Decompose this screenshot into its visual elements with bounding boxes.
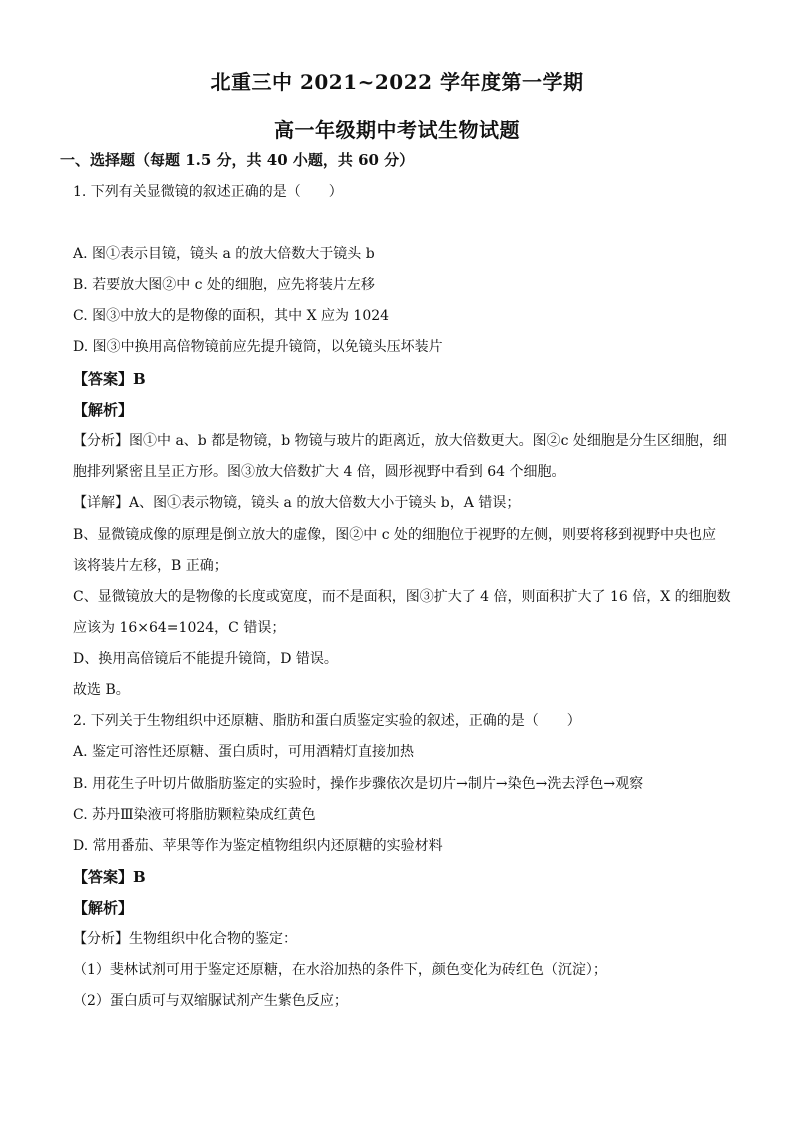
q2-analysis-line: （1）斐林试剂可用于鉴定还原糖，在水浴加热的条件下，颜色变化为砖红色（沉淀）； <box>73 962 607 978</box>
q2-option-b: B. 用花生子叶切片做脂肪鉴定的实验时，操作步骤依次是切片→制片→染色→洗去浮色→观察 <box>73 776 644 792</box>
q2-option-c: C. 苏丹Ⅲ染液可将脂肪颗粒染成红黄色 <box>73 807 316 823</box>
q1-analysis-line: C、显微镜放大的是物像的长度或宽度，而不是面积，图③扩大了 4 倍，则面积扩大了 16 倍，X 的细胞数 <box>73 589 731 605</box>
q1-analysis-line: 该将装片左移，B 正确； <box>73 558 228 574</box>
q1-answer: 【答案】B <box>73 370 146 388</box>
q2-analysis-line: （2）蛋白质可与双缩脲试剂产生紫色反应； <box>73 993 348 1009</box>
document-title-line1: 北重三中 2021~2022 学年度第一学期 <box>210 70 584 94</box>
q1-analysis-line: D、换用高倍镜后不能提升镜筒，D 错误。 <box>73 651 338 667</box>
q2-answer: 【答案】B <box>73 868 146 886</box>
q1-analysis-line: 【详解】A、图①表示物镜，镜头 a 的放大倍数大小于镜头 b，A 错误； <box>73 495 521 511</box>
section-heading: 一、选择题（每题 1.5 分，共 40 小题，共 60 分） <box>60 151 415 169</box>
q1-option-d: D. 图③中换用高倍物镜前应先提升镜筒，以免镜头压坏装片 <box>73 339 443 355</box>
q1-analysis-label: 【解析】 <box>73 401 134 419</box>
q2-stem: 2. 下列关于生物组织中还原糖、脂肪和蛋白质鉴定实验的叙述，正确的是（ ） <box>73 713 581 729</box>
q1-option-b: B. 若要放大图②中 c 处的细胞，应先将装片左移 <box>73 277 375 293</box>
q2-analysis-label: 【解析】 <box>73 899 134 917</box>
q1-option-c: C. 图③中放大的是物像的面积，其中 X 应为 1024 <box>73 308 390 324</box>
q1-analysis-line: 胞排列紧密且呈正方形。图③放大倍数扩大 4 倍，圆形视野中看到 64 个细胞。 <box>73 464 566 480</box>
q1-analysis-line: B、显微镜成像的原理是倒立放大的虚像，图②中 c 处的细胞位于视野的左侧，则要将移到视野中央也应 <box>73 527 717 543</box>
q2-option-d: D. 常用番茄、苹果等作为鉴定植物组织内还原糖的实验材料 <box>73 838 443 854</box>
q1-option-a: A. 图①表示目镜，镜头 a 的放大倍数大于镜头 b <box>73 246 375 262</box>
q1-stem: 1. 下列有关显微镜的叙述正确的是（ ） <box>73 184 343 200</box>
q2-analysis-line: 【分析】生物组织中化合物的鉴定： <box>73 931 297 947</box>
document-title-line2: 高一年级期中考试生物试题 <box>274 118 520 142</box>
q1-analysis-line: 应该为 16×64=1024，C 错误； <box>73 620 286 636</box>
q2-option-a: A. 鉴定可溶性还原糖、蛋白质时，可用酒精灯直接加热 <box>73 744 415 760</box>
q1-analysis-line: 故选 B。 <box>73 682 130 698</box>
q1-analysis-line: 【分析】图①中 a、b 都是物镜，b 物镜与玻片的距离近，放大倍数更大。图②c 处细胞是分生区细胞，细 <box>73 433 727 449</box>
